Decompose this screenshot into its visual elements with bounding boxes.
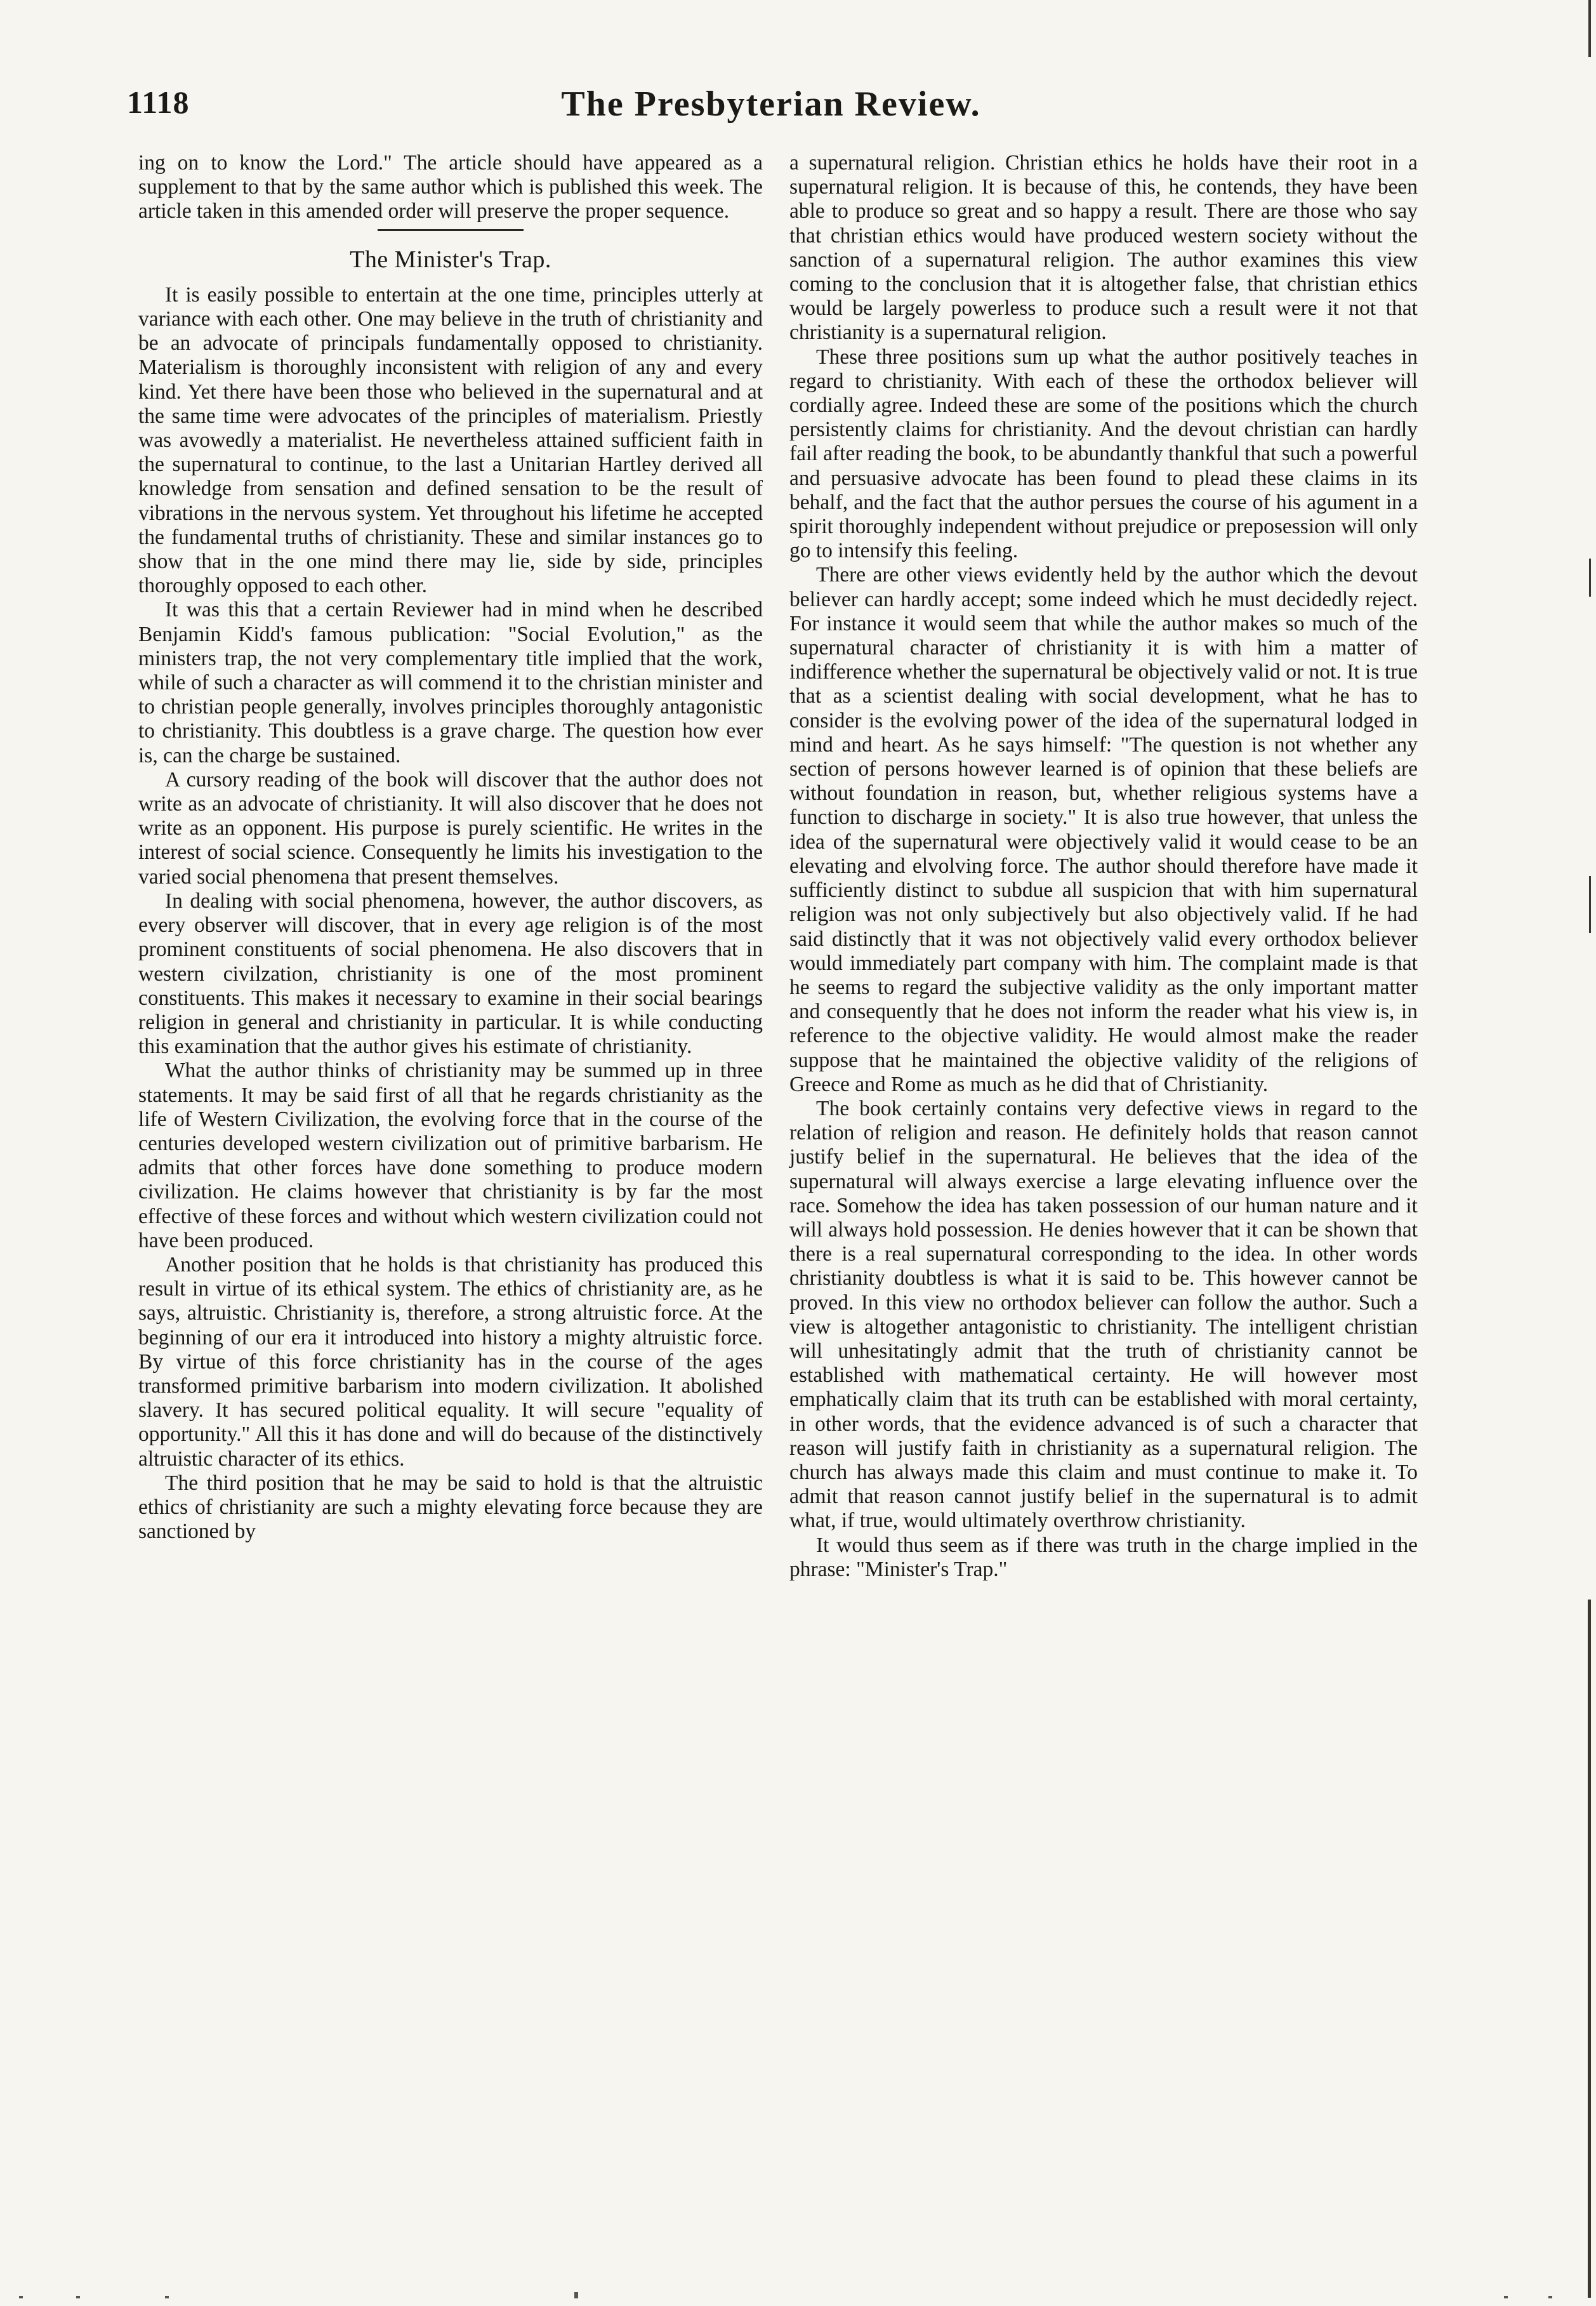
body-paragraph: In dealing with social phenomena, however, the author discovers, as every observer will discover, that in every age religion is of the most prominent constituents of social phenomena. He also discovers that in western civilzation, christianity is one of the most prominent constituents. This makes it necessary to examine in their social bearings religion in general and christianity in particular. It is while conducting this examination that the author gives his estimate of christianity. (138, 889, 763, 1059)
running-title: The Presbyterian Review. (561, 84, 981, 124)
scan-footer-mark (165, 2296, 169, 2298)
scan-footer-mark (1548, 2296, 1552, 2298)
article-title: The Minister's Trap. (350, 246, 551, 273)
body-paragraph: A cursory reading of the book will discover that the author does not write as an advocate of christianity. It will also discover that he does not write as an opponent. His purpose is purely scientific. He writes in the interest of social science. Consequently he limits his investigation to the varied social phenomena that present themselves. (138, 767, 763, 889)
page-header (127, 84, 1415, 141)
body-paragraph: Another position that he holds is that christianity has produced this result in virtue of its ethical system. The ethics of christianity are, as he says, altruistic. Christianity is, therefore, a strong altruistic force. At the beginning of our era it introduced into history a mighty altruistic force. By virtue of this force christianity has in the course of the ages transformed primitive barbarism into modern civilization. It abolished slavery. It has secured political equality. It will secure "equality of opportunity." All this it has done and will do because of the distinctively altruistic character of its ethics. (138, 1252, 763, 1471)
right-column (789, 151, 1418, 1582)
scan-edge-mark (1589, 876, 1591, 933)
scan-edge (1577, 0, 1596, 2306)
body-paragraph: There are other views evidently held by the author which the devout believer can hardly accept; some indeed which he must decidedly reject. For instance it would seem that while the author makes so much of the supernatural character of christianity it is with him a matter of indifference whether the supernatural be objectively valid or not. It is true that as a scientist dealing with social development, what he has to consider is the evolving power of the idea of the supernatural lodged in mind and heart. As he says himself: "The question is not whether any section of persons however learned is of opinion that these beliefs are without foundation in reason, but, whether religious systems have a function to discharge in society." It is also true however, that unless the idea of the supernatural were objectively valid it would cease to be an elevating and elvolving force. The author should therefore have made it sufficiently distinct to subdue all suspicion that with him supernatural religion was not only subjectively but also objectively valid. If he had said distinctly that it was not objectively valid every orthodox believer would immediately part company with him. The complaint made is that he seems to regard the subjective validity as the only important matter and consequently that he does not inform the reader what his view is, in reference to the objective validity. He would almost make the reader suppose that he maintained the objective validity of the religions of Greece and Rome as much as he did that of Christianity. (789, 563, 1418, 1096)
scan-footer-mark (574, 2292, 578, 2298)
scan-footer-marks (0, 2282, 1596, 2301)
intro-paragraph: ing on to know the Lord." The article should have appeared as a supplement to that by the same author which is published this week. The article taken in this amended order will preserve the proper sequence. (138, 151, 763, 223)
scan-edge-mark (1589, 559, 1591, 597)
body-paragraph: a supernatural religion. Christian ethics he holds have their root in a supernatural religion. It is because of this, he contends, they have been able to produce so great and so happy a result. There are those who say that christian ethics would have produced western society without the sanction of a supernatural religion. The author examines this view coming to the conclusion that it is altogether false, that christian ethics would be largely powerless to produce such a result were it not that christianity is a supernatural religion. (789, 151, 1418, 345)
scan-edge-mark (1588, 1600, 1591, 2298)
scan-footer-mark (76, 2296, 80, 2298)
page-number: 1118 (127, 84, 190, 120)
closing-paragraph: It would thus seem as if there was truth in the charge implied in the phrase: "Minister's Trap." (789, 1533, 1418, 1581)
section-divider (378, 229, 524, 231)
scan-footer-mark (19, 2296, 23, 2298)
body-paragraph: What the author thinks of christianity may be summed up in three statements. It may be said first of all that he regards christianity as the life of Western Civilization, the evolving force that in the course of the centuries developed western civilization out of primitive barbarism. He admits that other forces have done something to produce modern civilization. He claims however that christianity is by far the most effective of these forces and without which western civilization could not have been produced. (138, 1059, 763, 1252)
scan-edge-mark (1588, 0, 1591, 57)
body-paragraph: The third position that he may be said to hold is that the altruistic ethics of christianity are such a mighty elevating force because they are sanctioned by (138, 1471, 763, 1544)
left-column (138, 151, 763, 1544)
body-paragraph: These three positions sum up what the author positively teaches in regard to christianity. With each of these the orthodox believer will cordially agree. Indeed these are some of the positions which the church persistently claims for christianity. And the devout christian can hardly fail after reading the book, to be abundantly thankful that such a powerful and persuasive advocate has been found to plead these claims in its behalf, and the fact that the author persues the course of his agument in a spirit thoroughly independent without prejudice or preposession will only go to intensify this feeling. (789, 345, 1418, 563)
scan-footer-mark (1504, 2296, 1508, 2298)
body-paragraph: It is easily possible to entertain at the one time, principles utterly at variance with each other. One may believe in the truth of christianity and be an advocate of principals fundamentally opposed to christianity. Materialism is thoroughly inconsistent with religion of any and every kind. Yet there have been those who believed in the supernatural and at the same time were advocates of the principles of materialism. Priestly was avowedly a materialist. He nevertheless attained sufficient faith in the supernatural to continue, to the last a Unitarian Hartley derived all knowledge from sensation and defined sensation to be the result of vibrations in the nervous system. Yet throughout his lifetime he accepted the fundamental truths of christianity. These and similar instances go to show that in the one mind there may lie, side by side, principles thoroughly opposed to each other. (138, 282, 763, 598)
body-paragraph: The book certainly contains very defective views in regard to the relation of religion and reason. He definitely holds that reason cannot justify belief in the supernatural. He believes that the idea of the supernatural will always exercise a large elevating influence over the race. Somehow the idea has taken possession of our human nature and it will always hold possession. He denies however that it can be shown that there is a real supernatural corresponding to the idea. In other words christianity doubtless is what it is said to be. This however cannot be proved. In this view no orthodox believer can follow the author. Such a view is altogether antagonistic to christianity. The intelligent christian will unhesitatingly admit that the truth of christianity cannot be established with mathematical certainty. He will however most emphatically claim that its truth can be established with moral certainty, in other words, that the evidence advanced is of such a character that reason will justify faith in christianity as a supernatural religion. The church has always made this claim and must continue to make it. To admit that reason cannot justify belief in the supernatural is to admit what, if true, would ultimately overthrow christianity. (789, 1096, 1418, 1533)
body-paragraph: It was this that a certain Reviewer had in mind when he described Benjamin Kidd's famous publication: "Social Evolution," as the ministers trap, the not very complementary title implied that the work, while of such a character as will commend it to the christian minister and to christian people generally, involves principles thoroughly antagonistic to christianity. This doubtless is a grave charge. The question how ever is, can the charge be sustained. (138, 598, 763, 767)
